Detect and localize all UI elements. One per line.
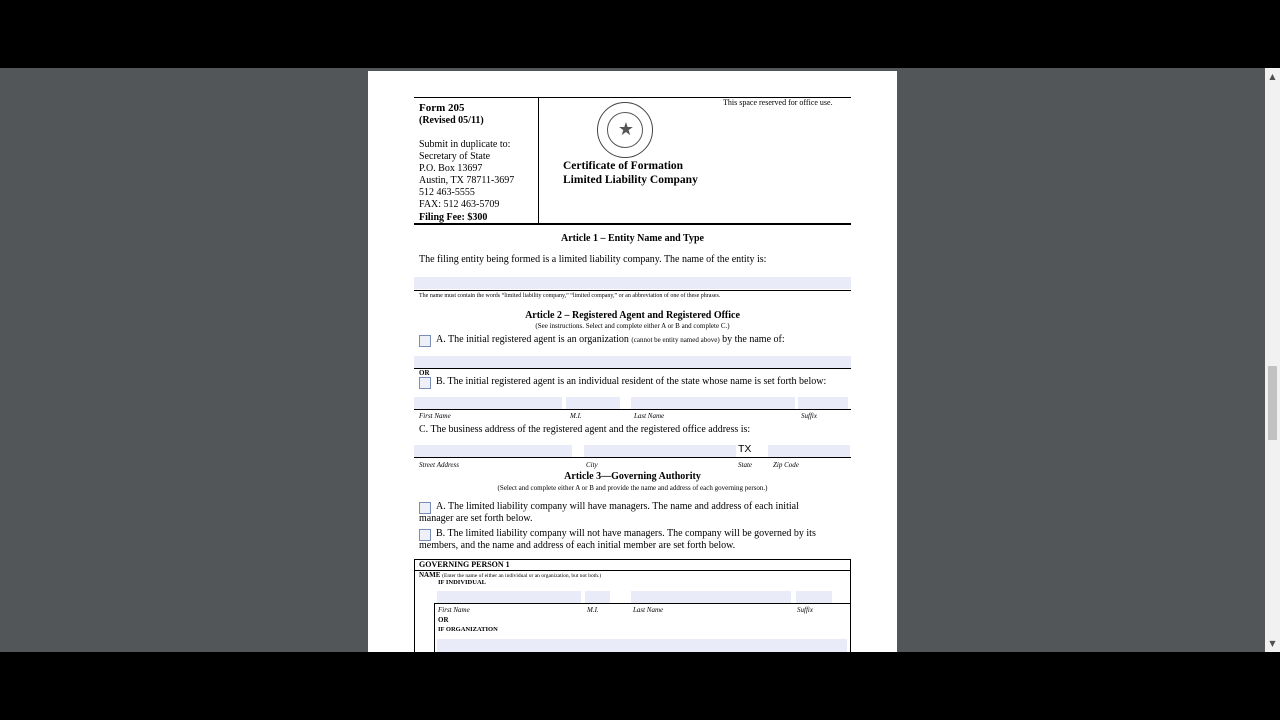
gp-name-note: (Enter the name of either an individual or an organization, but not both.): [442, 573, 602, 579]
entity-name-rule: [414, 290, 851, 291]
gp-name-label: [419, 571, 601, 579]
article3-optA-line1: A. The limited liability company will have managers. The name and address of each initial: [436, 501, 799, 512]
article3-optB-line2: members, and the name and address of each initial member are set forth below.: [419, 540, 736, 551]
article3-optB-line1: B. The limited liability company will not have managers. The company will be governed by its: [436, 528, 816, 539]
form-number: Form 205: [419, 102, 465, 114]
filing-fee: Filing Fee: $300: [419, 212, 488, 223]
submit-line: FAX: 512 463-5709: [419, 199, 500, 210]
submit-line: 512 463-5555: [419, 187, 475, 198]
gp-last-label: Last Name: [633, 606, 664, 614]
gp-suffix-field[interactable]: [796, 591, 832, 603]
agent-mi-label: M.I.: [570, 412, 582, 420]
article2-optA: [436, 334, 785, 345]
optA-text: A. The initial registered agent is an organization: [436, 334, 629, 345]
agent-first-label: First Name: [419, 412, 451, 420]
submit-line: Secretary of State: [419, 151, 491, 162]
form-title-line2: Limited Liability Company: [563, 174, 698, 186]
zip-label: Zip Code: [773, 461, 799, 469]
street-label: Street Address: [419, 461, 459, 469]
scroll-up-icon[interactable]: ▲: [1269, 72, 1276, 81]
agent-first-name-field[interactable]: [414, 397, 562, 409]
form-title-line1: Certificate of Formation: [563, 160, 684, 172]
agent-last-name-field[interactable]: [631, 397, 795, 409]
gp-name: NAME: [419, 571, 441, 579]
gp-or: OR: [438, 616, 449, 624]
zip-code-field[interactable]: [768, 445, 850, 457]
submit-line: Submit in duplicate to:: [419, 139, 511, 150]
vertical-scrollbar[interactable]: [1265, 68, 1280, 652]
agent-suffix-label: Suffix: [801, 412, 817, 420]
gp-if-individual: IF INDIVIDUAL: [438, 579, 486, 586]
article2-sub: (See instructions. Select and complete either A or B and complete C.): [535, 322, 730, 330]
gp-organization-name-field[interactable]: [437, 639, 847, 652]
agent-org-rule: [414, 368, 851, 369]
gp-name-rule: [434, 603, 851, 604]
gp-first-name-field[interactable]: [437, 591, 581, 603]
agent-suffix-field[interactable]: [798, 397, 848, 409]
agent-mi-field[interactable]: [566, 397, 620, 409]
article1-note: The name must contain the words “limited liability company,” “limited company,” or an abbreviation of one of these phrases.: [419, 293, 721, 299]
optA-small: (cannot be entity named above): [631, 336, 720, 344]
header-bottom-rule: [414, 223, 851, 225]
governing-person-title: GOVERNING PERSON 1: [419, 560, 510, 569]
article3-heading: Article 3—Governing Authority: [564, 471, 701, 482]
gp-last-name-field[interactable]: [631, 591, 791, 603]
gp-inner-divider: [434, 603, 435, 652]
city-field[interactable]: [584, 445, 736, 457]
scrollbar-thumb[interactable]: [1268, 366, 1277, 440]
agent-name-rule: [414, 409, 851, 410]
pdf-viewer: [0, 68, 1280, 652]
address-rule: [414, 457, 851, 458]
article2-optB: B. The initial registered agent is an individual resident of the state whose name is set forth below:: [436, 376, 827, 387]
entity-name-field[interactable]: [414, 277, 851, 289]
article2-optC: C. The business address of the registered agent and the registered office address is:: [419, 424, 751, 435]
state-label: State: [738, 461, 752, 469]
agent-organization-checkbox[interactable]: [419, 335, 431, 347]
gp-if-organization: IF ORGANIZATION: [438, 626, 498, 633]
header-divider: [538, 97, 539, 223]
article3-optA-line2: manager are set forth below.: [419, 513, 533, 524]
office-use-note: This space reserved for office use.: [723, 98, 833, 107]
article1-text: The filing entity being formed is a limited liability company. The name of the entity is:: [419, 254, 767, 265]
submit-line: P.O. Box 13697: [419, 163, 483, 174]
gp-mi-label: M.I.: [587, 606, 599, 614]
optA-tail: by the name of:: [722, 334, 785, 345]
texas-seal-icon: ★: [597, 102, 653, 158]
agent-last-label: Last Name: [634, 412, 665, 420]
gp-first-label: First Name: [438, 606, 470, 614]
article2-heading: Article 2 – Registered Agent and Registered Office: [525, 310, 740, 321]
state-field[interactable]: TX: [738, 443, 752, 455]
agent-organization-name-field[interactable]: [414, 356, 851, 368]
article1-heading: Article 1 – Entity Name and Type: [561, 233, 704, 244]
gp-suffix-label: Suffix: [797, 606, 813, 614]
scroll-down-icon[interactable]: ▼: [1269, 639, 1276, 648]
article2-or: OR: [419, 369, 430, 377]
street-address-field[interactable]: [414, 445, 572, 457]
form-revised: (Revised 05/11): [419, 115, 484, 126]
agent-individual-checkbox[interactable]: [419, 377, 431, 389]
gp-mi-field[interactable]: [585, 591, 610, 603]
pdf-page: [368, 71, 897, 652]
city-label: City: [586, 461, 598, 469]
article3-sub: (Select and complete either A or B and provide the name and address of each governing person.): [497, 484, 768, 492]
submit-line: Austin, TX 78711-3697: [419, 175, 515, 186]
